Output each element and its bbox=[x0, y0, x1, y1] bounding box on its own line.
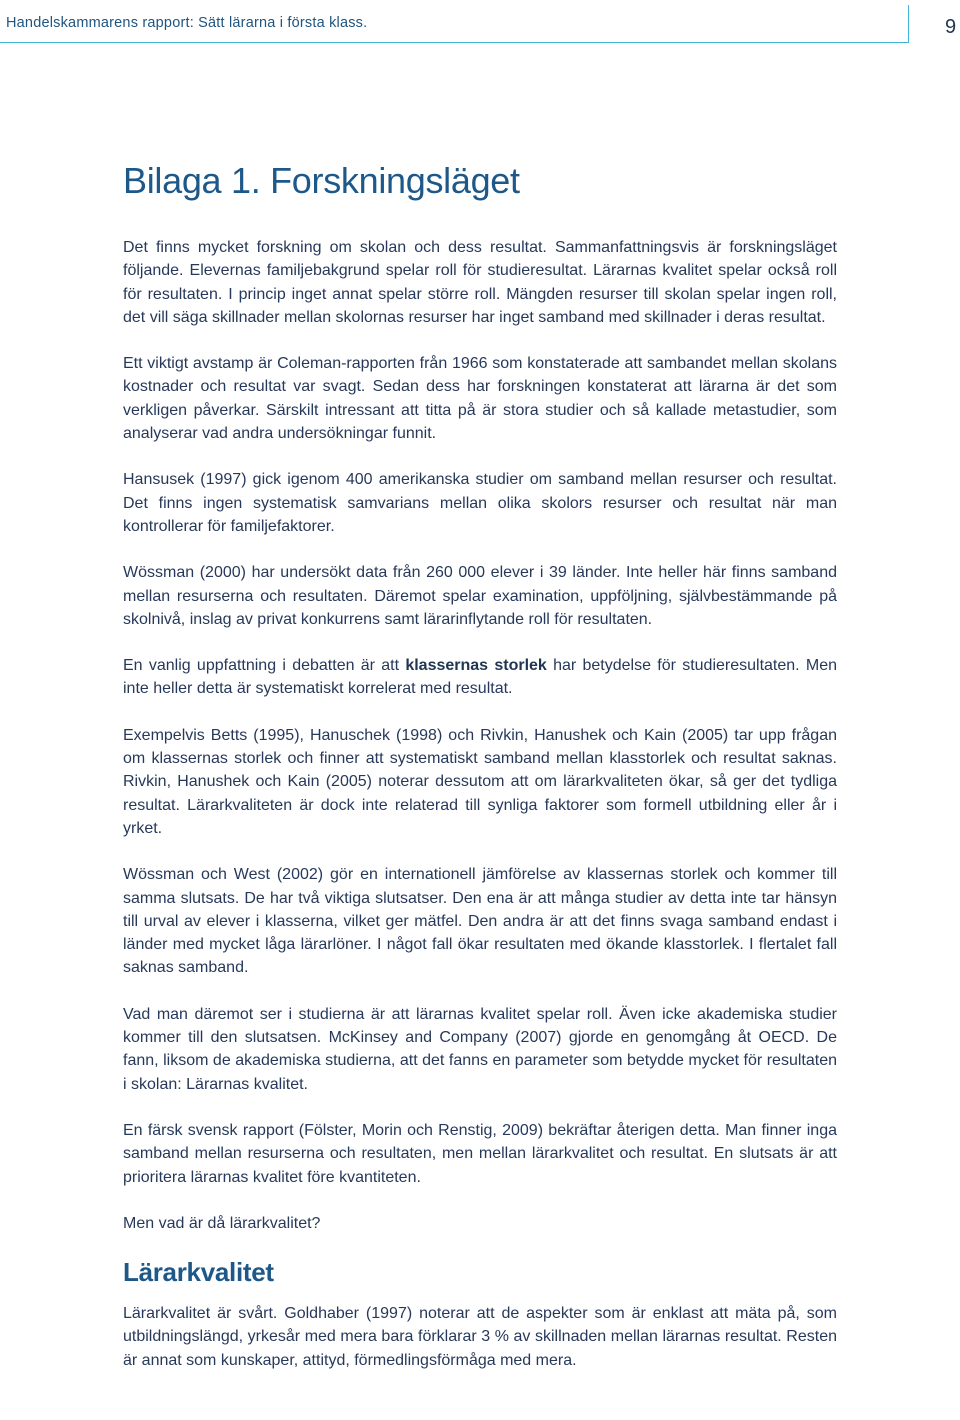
paragraph-class-size bbox=[123, 654, 837, 701]
page-header bbox=[0, 0, 960, 44]
page-title: Bilaga 1. Forskningsläget bbox=[123, 160, 520, 201]
page-number: 9 bbox=[945, 16, 957, 38]
paragraph-folster: En färsk svensk rapport (Fölster, Morin och Renstig, 2009) bekräftar återigen detta. Man finner inga samband mellan resurserna och resultaten, men mellan lärarkvalitet och resultat. En slutsats är att prioritera lärarnas kvalitet före kvantiteten. bbox=[123, 1121, 837, 1186]
paragraph-wossman: Wössman (2000) har undersökt data från 260 000 elever i 39 länder. Inte heller här finns samband mellan resurserna och resultaten. Däremot spelar examination, uppföljning, självbestämmande på skolnivå, inslag av privat konkurrens samt lärarinflytande roll för resultaten. bbox=[123, 564, 837, 628]
section-heading: Lärarkvalitet bbox=[123, 1257, 274, 1288]
paragraph-betts: Exempelvis Betts (1995), Hanuschek (1998) och Rivkin, Hanushek och Kain (2005) tar upp frågan om klassernas storlek och finner att systematiskt samband mellan klasstorlek och resultat saknas. Rivkin, Hanushek och Kain (2005) noterar dessutom att om lärarkvaliteten ökar, så ger det tydliga resultat. Lärarkvaliteten är dock inte relaterad till synliga faktorer som formell utbildning eller år i yrket. bbox=[123, 726, 837, 837]
class-size-term: klassernas storlek bbox=[405, 657, 547, 675]
paragraph-coleman: Ett viktigt avstamp är Coleman-rapporten från 1966 som konstaterade att sambandet mellan skolans kostnader och resultat var svagt. Sedan dess har forskningen konstaterat att lärarna är det som verkligen påverkar. Särskilt intressant att titta på är stora studier och så kallade metastudier, som analyserar vad andra undersökningar funnit. bbox=[123, 355, 837, 443]
page-number-box bbox=[908, 5, 960, 43]
paragraph-wossman-west: Wössman och West (2002) gör en internationell jämförelse av klassernas storlek och kommer till samma slutsats. De har två viktiga slutsatser. Den ena är att många studier av detta inte tar hänsyn till urval av elever i klasserna, vilket ger mätfel. Den andra är att det finns svaga samband endast i länder med mycket låga lärarlöner. I något fall ökar resultaten med ökande klasstorlek. I flertalet fall saknas samband. bbox=[123, 866, 837, 977]
report-title: Handelskammarens rapport: Sätt lärarna i första klass. bbox=[6, 15, 368, 31]
paragraph-hansusek: Hansusek (1997) gick igenom 400 amerikanska studier om samband mellan resurser och resultat. Det finns ingen systematisk samvarians mellan olika skolors resurser och resultat när man kontrollerar för familjefaktorer. bbox=[123, 471, 837, 535]
class-size-rest: har betydelse för studieresultaten. Men inte heller detta är systematiskt korrelerat med resultat. bbox=[123, 657, 837, 698]
paragraph-mckinsey: Vad man däremot ser i studierna är att lärarnas kvalitet spelar roll. Även icke akademiska studier kommer till den slutsatsen. McKinsey and Company (2007) gjorde en genomgång åt OECD. De fann, liksom de akademiska studierna, att det fanns en parameter som betydde mycket för resultaten i skolan: Lärarnas kvalitet. bbox=[123, 1005, 837, 1093]
class-size-intro: En vanlig uppfattning i debatten är att bbox=[123, 657, 406, 675]
paragraph-question: Men vad är då lärarkvalitet? bbox=[123, 1214, 321, 1232]
header-rule bbox=[0, 42, 908, 43]
paragraph-summary: Det finns mycket forskning om skolan och dess resultat. Sammanfattningsvis är forskningsläget följande. Elevernas familjebakgrund spelar roll för studieresultat. Lärarnas kvalitet spelar också roll för resultaten. I princip inget annat spelar större roll. Mängden resurser till skolan spelar ingen roll, det vill säga skillnader mellan skolornas resurser har inget samband med skillnader i deras resultat. bbox=[123, 239, 837, 326]
paragraph-teacher-quality: Lärarkvalitet är svårt. Goldhaber (1997) noterar att de aspekter som är enklast att mäta på, som utbildningslängd, yrkesår med mera bara förklarar 3 % av skillnaden mellan lärarnas resultat. Resten är annat som kunskaper, attityd, förmedlingsförmåga med mera. bbox=[123, 1305, 837, 1369]
body-text bbox=[123, 236, 837, 1372]
